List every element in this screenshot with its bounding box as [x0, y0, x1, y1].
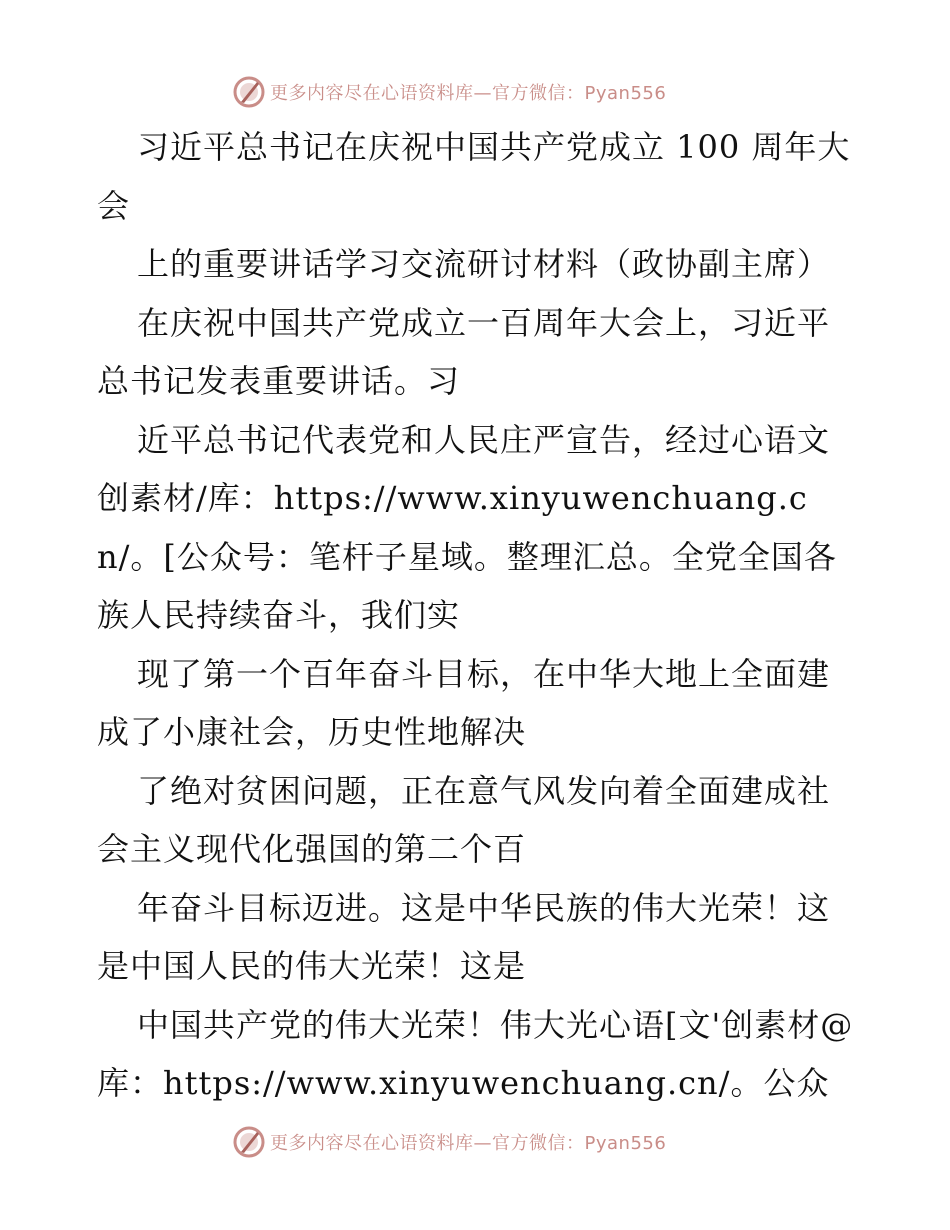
paragraph: 现了第一个百年奋斗目标，在中华大地上全面建成了小康社会，历史性地解决: [97, 654, 831, 751]
paragraph: 在庆祝中国共产党成立一百周年大会上，习近平总书记发表重要讲话。习: [97, 303, 831, 400]
feather-seal-icon: [232, 1125, 266, 1159]
paragraph: 近平总书记代表党和人民庄严宣告，经过心语文创素材/库：https://www.xinyuwenchuang.cn/。[公众号：笔杆子星域。整理汇总。全党全国各族人民持续奋斗，我们实: [97, 420, 837, 634]
paragraph: 年奋斗目标迈进。这是中华民族的伟大光荣！这是中国人民的伟大光荣！这是: [97, 888, 831, 985]
header-watermark-banner: [232, 72, 666, 112]
watermark-text: 更多内容尽在心语资料库—官方微信：Pyan556: [270, 1133, 667, 1154]
watermark-text: 更多内容尽在心语资料库—官方微信：Pyan556: [270, 83, 667, 104]
paragraph: 了绝对贫困问题，正在意气风发向着全面建成社会主义现代化强国的第二个百: [97, 771, 831, 868]
footer-watermark-banner: [232, 1122, 666, 1162]
document-body: [97, 118, 857, 1113]
paragraph: 中国共产党的伟大光荣！伟大光心语[文'创素材@库：https://www.xinyuwenchuang.cn/。公众: [97, 1005, 854, 1102]
title-line-1: 习近平总书记在庆祝中国共产党成立 100 周年大会: [97, 128, 851, 225]
feather-seal-icon: [232, 75, 266, 109]
title-line-2: 上的重要讲话学习交流研讨材料（政协副主席）: [137, 245, 831, 283]
